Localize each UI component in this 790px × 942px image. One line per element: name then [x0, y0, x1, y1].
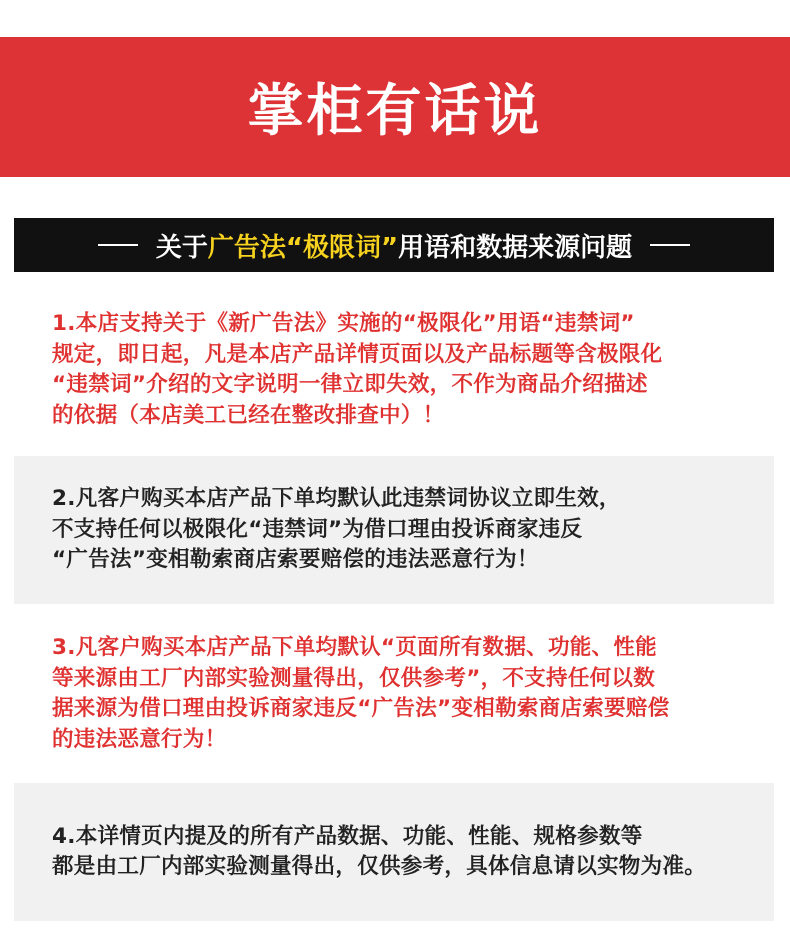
subheader-bar	[14, 218, 774, 272]
notice-block-1	[14, 300, 774, 440]
notice-text-3: 3.凡客户购买本店产品下单均默认“页面所有数据、功能、性能 等来源由工厂内部实验测量得出，仅供参考”，不支持任何以数 据来源为借口理由投诉商家违反“广告法”变相勒索商店索要赔偿 的违法恶意行为！	[52, 635, 670, 752]
right-dash-line	[650, 244, 690, 246]
subheader-suffix: 用语和数据来源问题	[398, 232, 633, 263]
notice-block-2	[14, 456, 774, 604]
header-banner	[0, 37, 790, 177]
subheader-highlight: 广告法“极限词”	[207, 232, 399, 263]
subheader-prefix: 关于	[155, 232, 208, 263]
notice-block-4	[14, 783, 774, 921]
notice-block-3	[14, 624, 774, 764]
left-dash-line	[98, 244, 138, 246]
notice-text-2: 2.凡客户购买本店产品下单均默认此违禁词协议立即生效， 不支持任何以极限化“违禁词”为借口理由投诉商家违反 “广告法”变相勒索商店索要赔偿的违法恶意行为！	[52, 486, 621, 573]
banner-title: 掌柜有话说	[247, 79, 543, 144]
notice-text-4: 4.本详情页内提及的所有产品数据、功能、性能、规格参数等 都是由工厂内部实验测量得出，仅供参考，具体信息请以实物为准。	[52, 823, 707, 879]
notice-text-1: 1.本店支持关于《新广告法》实施的“极限化”用语“违禁词” 规定，即日起，凡是本店产品详情页面以及产品标题等含极限化 “违禁词”介绍的文字说明一律立即失效，不作为商品介绍描述 的依据（本店美工已经在整改排查中）！	[52, 311, 663, 428]
